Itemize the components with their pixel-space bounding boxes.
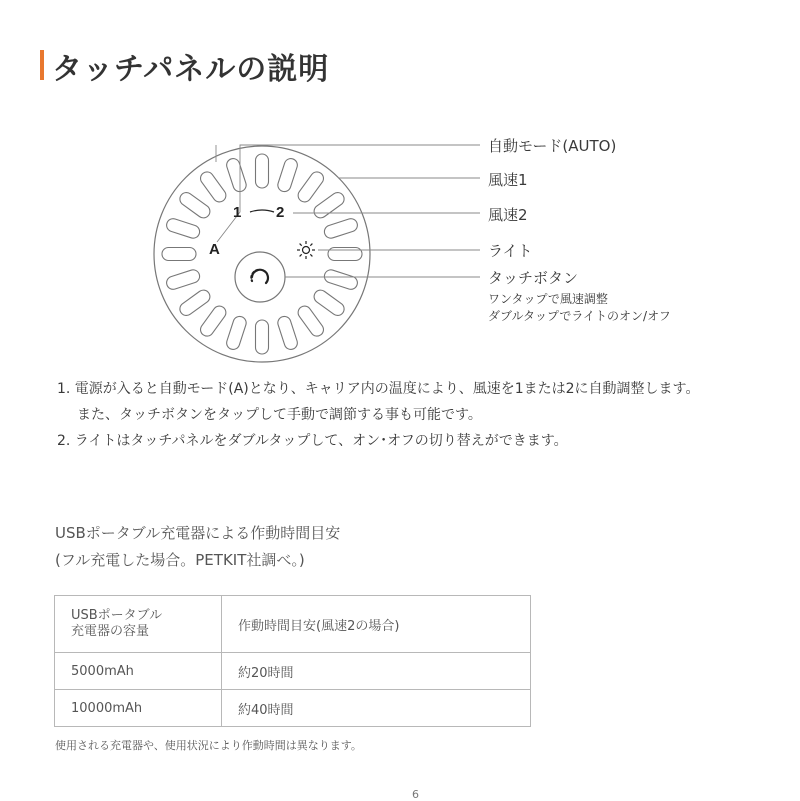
vent-slot [296, 169, 327, 204]
callout-speed2: 風速2 [488, 206, 528, 224]
page-number: 6 [412, 788, 419, 801]
vent-slot [165, 217, 201, 240]
vent-slot [225, 157, 248, 193]
table-header-row [55, 596, 531, 653]
vent-slot [276, 315, 299, 351]
vent-slot [256, 154, 269, 188]
callout-auto-mode: 自動モード(AUTO) [488, 137, 617, 155]
note-line-1: 1. 電源が入ると自動モード(A)となり、キャリア内の温度により、風速を1または2に自動調整します。 [57, 381, 700, 397]
callout-light: ライト [488, 242, 533, 260]
vent-slot [312, 190, 347, 221]
instruction-notes [57, 376, 699, 454]
callout-touch-button-sub2: ダブルタップでライトのオン/オフ [488, 309, 671, 323]
dial-label-speed2: 2 [276, 204, 285, 221]
table-cell-runtime: 約20時間 [222, 653, 531, 690]
battery-heading-2: (フル充電した場合。PETKIT社調べ。) [55, 551, 305, 569]
callout-speed1: 風速1 [488, 171, 528, 189]
page-title: タッチパネルの説明 [52, 52, 330, 87]
vent-slot [177, 288, 212, 319]
note-line-2: また、タッチボタンをタップして手動で調節する事も可能です。 [77, 407, 482, 423]
power-icon [251, 270, 268, 283]
vent-slot [323, 217, 359, 240]
vent-slot [165, 268, 201, 291]
touch-button-ring [235, 252, 285, 302]
table-row [55, 653, 531, 690]
vent-slot [296, 304, 327, 339]
vent-slot [312, 288, 347, 319]
table-header-runtime: 作動時間目安(風速2の場合) [222, 596, 531, 653]
speed-arc [250, 210, 274, 212]
battery-info-heading [55, 520, 340, 574]
table-cell-runtime: 約40時間 [222, 690, 531, 727]
vent-slot [256, 320, 269, 354]
vent-slot [162, 248, 196, 261]
vent-slot [198, 304, 229, 339]
footnote: 使用される充電器や、使用状況により作動時間は異なります。 [55, 739, 362, 752]
vent-slot [328, 248, 362, 261]
callout-touch-button-sub1: ワンタップで風速調整 [488, 292, 608, 306]
table-cell-capacity: 5000mAh [55, 653, 222, 690]
battery-heading-1: USBポータブル充電器による作動時間目安 [55, 524, 341, 542]
vent-slots [162, 154, 362, 354]
vent-slot [225, 315, 248, 351]
table-header-capacity: USBポータブル 充電器の容量 [55, 596, 222, 653]
dial-label-auto: A [209, 241, 220, 258]
panel-outer-ring [154, 146, 370, 362]
note-line-3: 2. ライトはタッチパネルをダブルタップして、オン･オフの切り替えができます。 [57, 433, 568, 449]
dial-label-speed1: 1 [233, 204, 242, 221]
vent-slot [198, 169, 229, 204]
light-icon [297, 241, 315, 259]
vent-slot [177, 190, 212, 221]
callout-touch-button: タッチボタン [488, 269, 579, 287]
vent-slot [323, 268, 359, 291]
vent-slot [276, 157, 299, 193]
table-row [55, 690, 531, 727]
runtime-table [54, 595, 531, 727]
table-cell-capacity: 10000mAh [55, 690, 222, 727]
leader-auto [217, 145, 480, 242]
